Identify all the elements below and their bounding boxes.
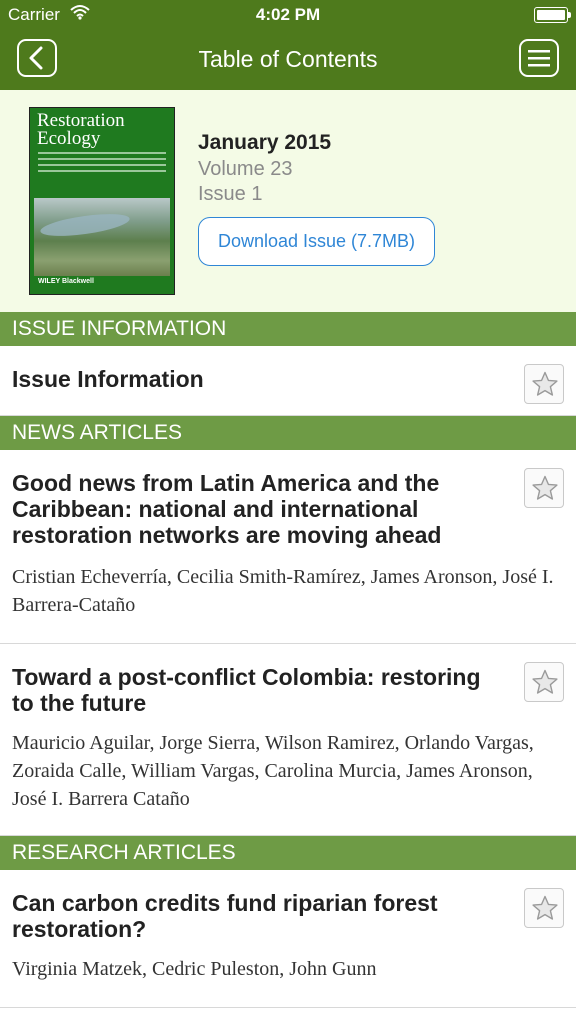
section-header-news-articles: NEWS ARTICLES	[0, 416, 576, 450]
star-icon	[532, 475, 558, 501]
cover-journal-title: Restoration Ecology	[37, 110, 125, 149]
star-icon	[532, 669, 558, 695]
favorite-button[interactable]	[524, 364, 564, 404]
section-header-issue-information: ISSUE INFORMATION	[0, 312, 576, 346]
carrier-label: Carrier	[8, 5, 60, 24]
cover-subtitle-lines	[38, 152, 166, 178]
article-title: Toward a post-conflict Colombia: restoring to the future	[12, 664, 481, 716]
article-row[interactable]	[0, 346, 576, 416]
navigation-bar	[0, 30, 576, 90]
favorite-button[interactable]	[524, 468, 564, 508]
clock: 4:02 PM	[255, 5, 321, 24]
cover-publisher-logo: WILEY Blackwell	[38, 278, 94, 285]
article-authors: Virginia Matzek, Cedric Puleston, John Gunn	[12, 958, 377, 980]
star-icon	[532, 371, 558, 397]
section-header-research-articles: RESEARCH ARTICLES	[0, 836, 576, 870]
favorite-button[interactable]	[524, 888, 564, 928]
hamburger-menu-icon	[521, 41, 557, 75]
article-authors: Cristian Echeverría, Cecilia Smith-Ramírez, James Aronson, José I. Barrera-Cataño	[12, 566, 554, 616]
article-authors: Mauricio Aguilar, Jorge Sierra, Wilson Ramirez, Orlando Vargas, Zoraida Calle, William Vargas, Carolina Murcia, James Aronson, José I. Barrera Cataño	[12, 732, 534, 810]
download-issue-button[interactable]: Download Issue (7.7MB)	[198, 217, 435, 266]
article-row[interactable]	[0, 870, 576, 1008]
article-title: Can carbon credits fund riparian forest restoration?	[12, 890, 438, 942]
menu-button[interactable]	[519, 39, 559, 77]
article-row[interactable]	[0, 644, 576, 836]
issue-volume: Volume 23	[198, 158, 293, 180]
battery-icon	[534, 7, 568, 23]
star-icon	[532, 895, 558, 921]
article-title: Good news from Latin America and the Caribbean: national and international restoration networks are moving ahead	[12, 470, 442, 548]
page-title: Table of Contents	[198, 46, 378, 72]
article-row[interactable]	[0, 450, 576, 644]
status-bar	[0, 0, 576, 30]
issue-date: January 2015	[198, 131, 332, 154]
issue-number: Issue 1	[198, 183, 263, 205]
favorite-button[interactable]	[524, 662, 564, 702]
article-title: Issue Information	[12, 366, 204, 392]
issue-cover-image[interactable]	[29, 107, 175, 295]
issue-header	[0, 90, 576, 312]
cover-photo	[34, 198, 170, 276]
